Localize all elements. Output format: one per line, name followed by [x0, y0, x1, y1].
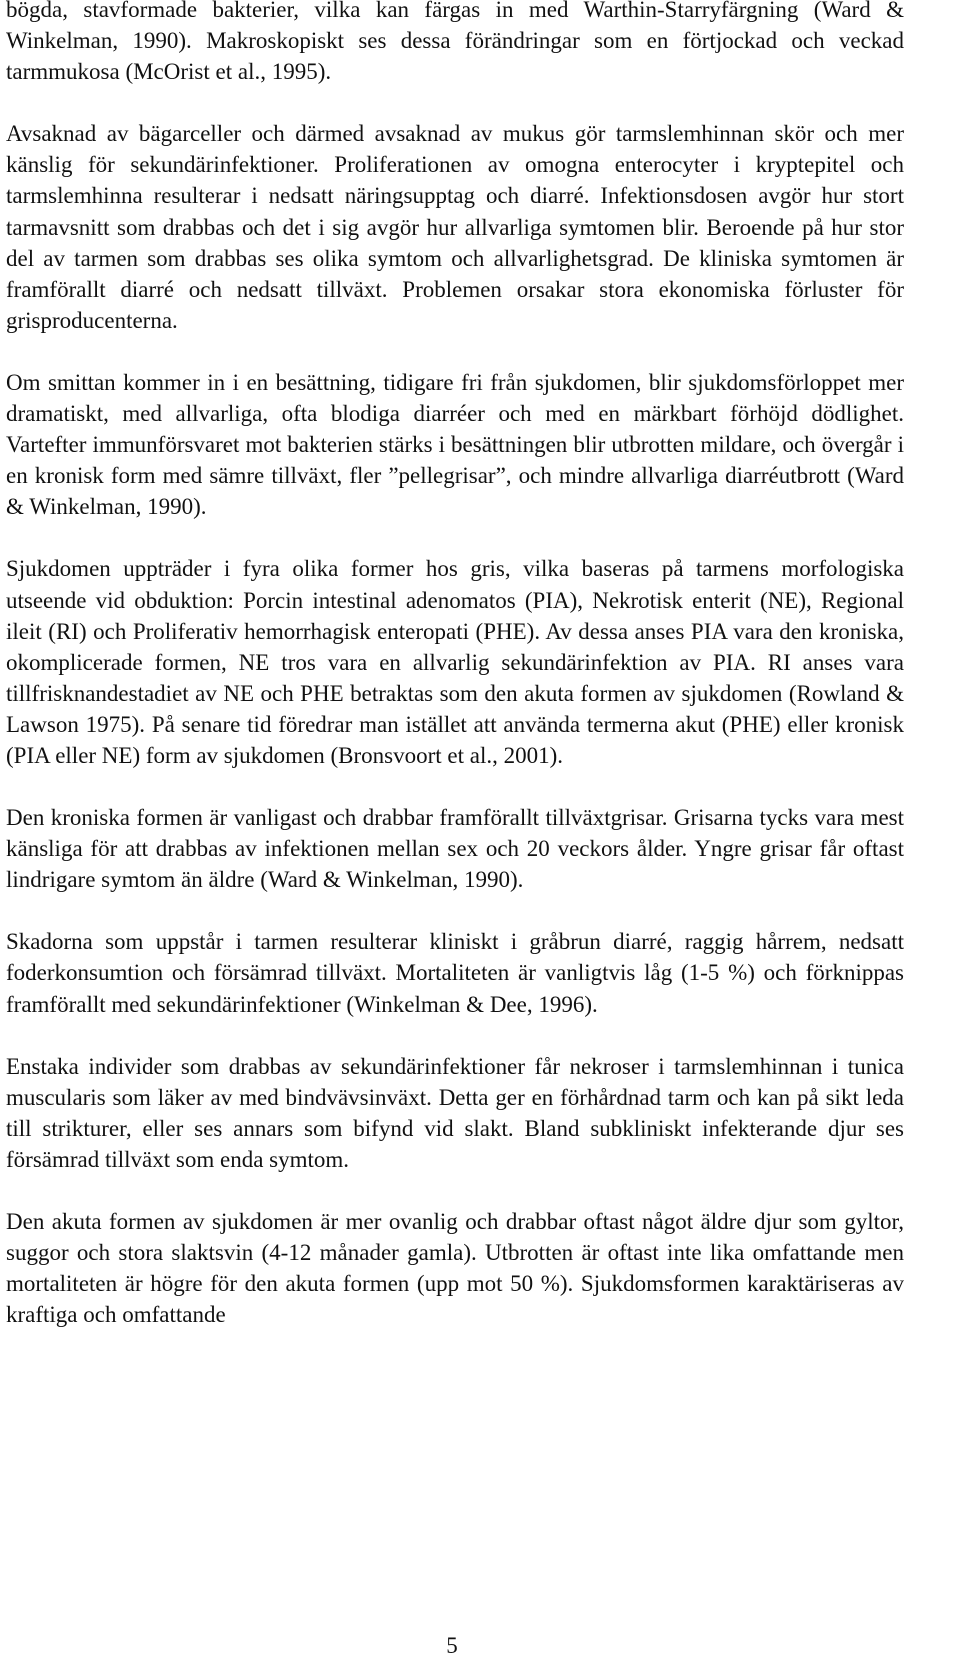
paragraph-6: Skadorna som uppstår i tarmen resulterar kliniskt i gråbrun diarré, raggig hårrem, nedsatt foderkonsumtion och försämrad tillväxt. Mortaliteten är vanligtvis låg (1-5 %) och förknippas framförallt med sekundärinfektioner (Winkelman & Dee, 1996).: [6, 929, 904, 1017]
paragraph-1: bögda, stavformade bakterier, vilka kan färgas in med Warthin-Starryfärgning (Ward & Winkelman, 1990). Makroskopiskt ses dessa förändringar som en förtjockad och veckad tarmmukosa (McOrist et al., 1995).: [6, 0, 904, 85]
paragraph-3: Om smittan kommer in i en besättning, tidigare fri från sjukdomen, blir sjukdomsförloppet mer dramatiskt, med allvarliga, ofta blodiga diarréer och med en märkbart förhöjd dödlighet. Vartefter immunförsvaret mot bakterien stärks i besättningen blir utbrotten mildare, och övergår i en kronisk form med sämre tillväxt, fler ”pellegrisar”, och mindre allvarliga diarréutbrott (Ward & Winkelman, 1990).: [6, 369, 904, 520]
paragraph-4: Sjukdomen uppträder i fyra olika former hos gris, vilka baseras på tarmens morfologiska utseende vid obduktion: Porcin intestinal adenomatos (PIA), Nekrotisk enterit (NE), Regional ileit (RI) och Proliferativ hemorrhagisk enteropati (PHE). Av dessa anses PIA vara den kroniska, okomplicerade formen, NE tros vara en allvarlig sekundärinfektion av PIA. RI anses vara tillfrisknandestadiet av NE och PHE betraktas som den akuta formen av sjukdomen (Rowland & Lawson 1975). På senare tid föredrar man istället att använda termerna akut (PHE) eller kronisk (PIA eller NE) form av sjukdomen (Bronsvoort et al., 2001).: [6, 556, 904, 768]
body-text: [6, 0, 904, 1330]
paragraph-7: Enstaka individer som drabbas av sekundärinfektioner får nekroser i tarmslemhinnan i tunica muscularis som läker av med bindvävsinväxt. Detta ger en förhårdnad tarm och kan på sikt leda till strikturer, eller ses annars som bifynd vid slakt. Bland subkliniskt infekterande djur ses försämrad tillväxt som enda symtom.: [6, 1053, 904, 1172]
page-number: 5: [446, 1633, 458, 1658]
paragraph-8: Den akuta formen av sjukdomen är mer ovanlig och drabbar oftast något äldre djur som gyltor, suggor och stora slaktsvin (4-12 månader gamla). Utbrotten är oftast inte lika omfattande men mortaliteten är högre för den akuta formen (upp mot 50 %). Sjukdomsformen karaktäriseras av kraftiga och omfattande: [6, 1209, 904, 1328]
paragraph-5: Den kroniska formen är vanligast och drabbar framförallt tillväxtgrisar. Grisarna tycks vara mest känsliga för att drabbas av infektionen mellan sex och 20 veckors ålder. Yngre grisar får oftast lindrigare symtom än äldre (Ward & Winkelman, 1990).: [6, 805, 904, 893]
paragraph-2: Avsaknad av bägarceller och därmed avsaknad av mukus gör tarmslemhinnan skör och mer känslig för sekundärinfektioner. Proliferationen av omogna enterocyter i kryptepitel och tarmslemhinna resulterar i nedsatt näringsupptag och diarré. Infektionsdosen avgör hur stort tarmavsnitt som drabbas och det i sig avgör hur allvarliga symtomen blir. Beroende på hur stor del av tarmen som drabbas ses olika symtom och allvarlighetsgrad. De kliniska symtomen är framförallt diarré och nedsatt tillväxt. Problemen orsakar stora ekonomiska förluster för grisproducenterna.: [6, 121, 904, 333]
